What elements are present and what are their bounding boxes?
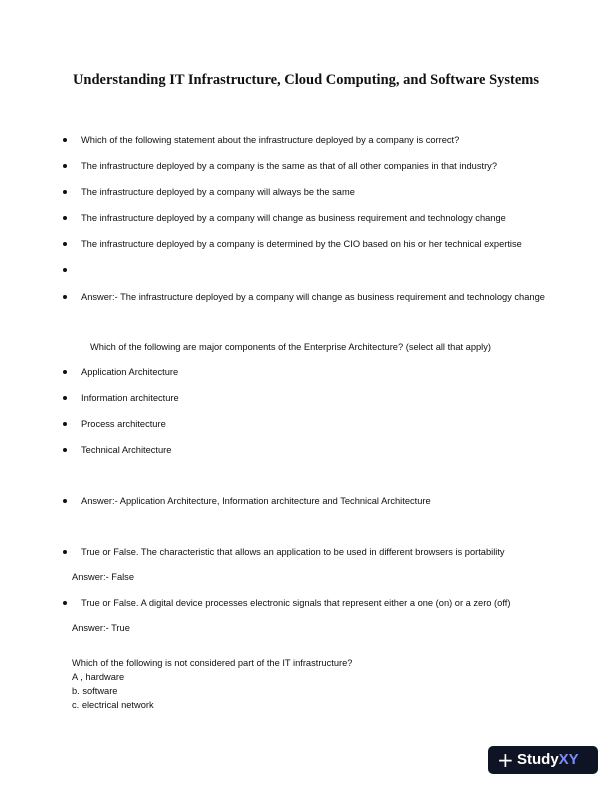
bullet xyxy=(63,396,67,400)
q2-option-1: Application Architecture xyxy=(81,367,179,377)
q4-answer: Answer:- True xyxy=(72,623,130,633)
bullet xyxy=(63,190,67,194)
q5-option-c: c. electrical network xyxy=(72,700,154,710)
bullet xyxy=(63,448,67,452)
document-title: Understanding IT Infrastructure, Cloud Computing, and Software Systems xyxy=(72,72,540,88)
bullet xyxy=(63,138,67,142)
q2-answer: Answer:- Application Architecture, Information architecture and Technical Architecture xyxy=(81,496,431,506)
q5-question: Which of the following is not considered part of the IT infrastructure? xyxy=(72,658,353,668)
q3-question: True or False. The characteristic that allows an application to be used in different browsers is portability xyxy=(81,547,505,557)
bullet xyxy=(63,422,67,426)
bullet xyxy=(63,216,67,220)
bullet xyxy=(63,550,67,554)
bullet xyxy=(63,268,67,272)
studyxy-logo[interactable] xyxy=(488,746,598,774)
q1-option-1: The infrastructure deployed by a company is the same as that of all other companies in that industry? xyxy=(81,161,497,171)
q1-option-4: The infrastructure deployed by a company is determined by the CIO based on his or her technical expertise xyxy=(81,239,522,249)
q1-answer: Answer:- The infrastructure deployed by a company will change as business requirement and technology change xyxy=(81,292,545,302)
q1-option-2: The infrastructure deployed by a company will always be the same xyxy=(81,187,355,197)
bullet xyxy=(63,370,67,374)
logo-text xyxy=(517,752,579,768)
q1-question: Which of the following statement about the infrastructure deployed by a company is correct? xyxy=(81,135,460,145)
q2-option-3: Process architecture xyxy=(81,419,166,429)
bullet xyxy=(63,601,67,605)
q2-option-4: Technical Architecture xyxy=(81,445,172,455)
q1-option-3: The infrastructure deployed by a company will change as business requirement and technology change xyxy=(81,213,506,223)
q4-question: True or False. A digital device processes electronic signals that represent either a one (on) or a zero (off) xyxy=(81,598,511,608)
q5-option-b: b. software xyxy=(72,686,118,696)
q3-answer: Answer:- False xyxy=(72,572,134,582)
bullet xyxy=(63,499,67,503)
logo-text-xy: XY xyxy=(558,751,579,768)
bullet xyxy=(63,295,67,299)
q2-option-2: Information architecture xyxy=(81,393,179,403)
logo-text-study: Study xyxy=(517,751,559,768)
q5-option-a: A , hardware xyxy=(72,672,125,682)
bullet xyxy=(63,242,67,246)
plus-icon: + xyxy=(497,748,514,772)
q2-question: Which of the following are major components of the Enterprise Architecture? (select all that apply) xyxy=(90,342,491,352)
bullet xyxy=(63,164,67,168)
